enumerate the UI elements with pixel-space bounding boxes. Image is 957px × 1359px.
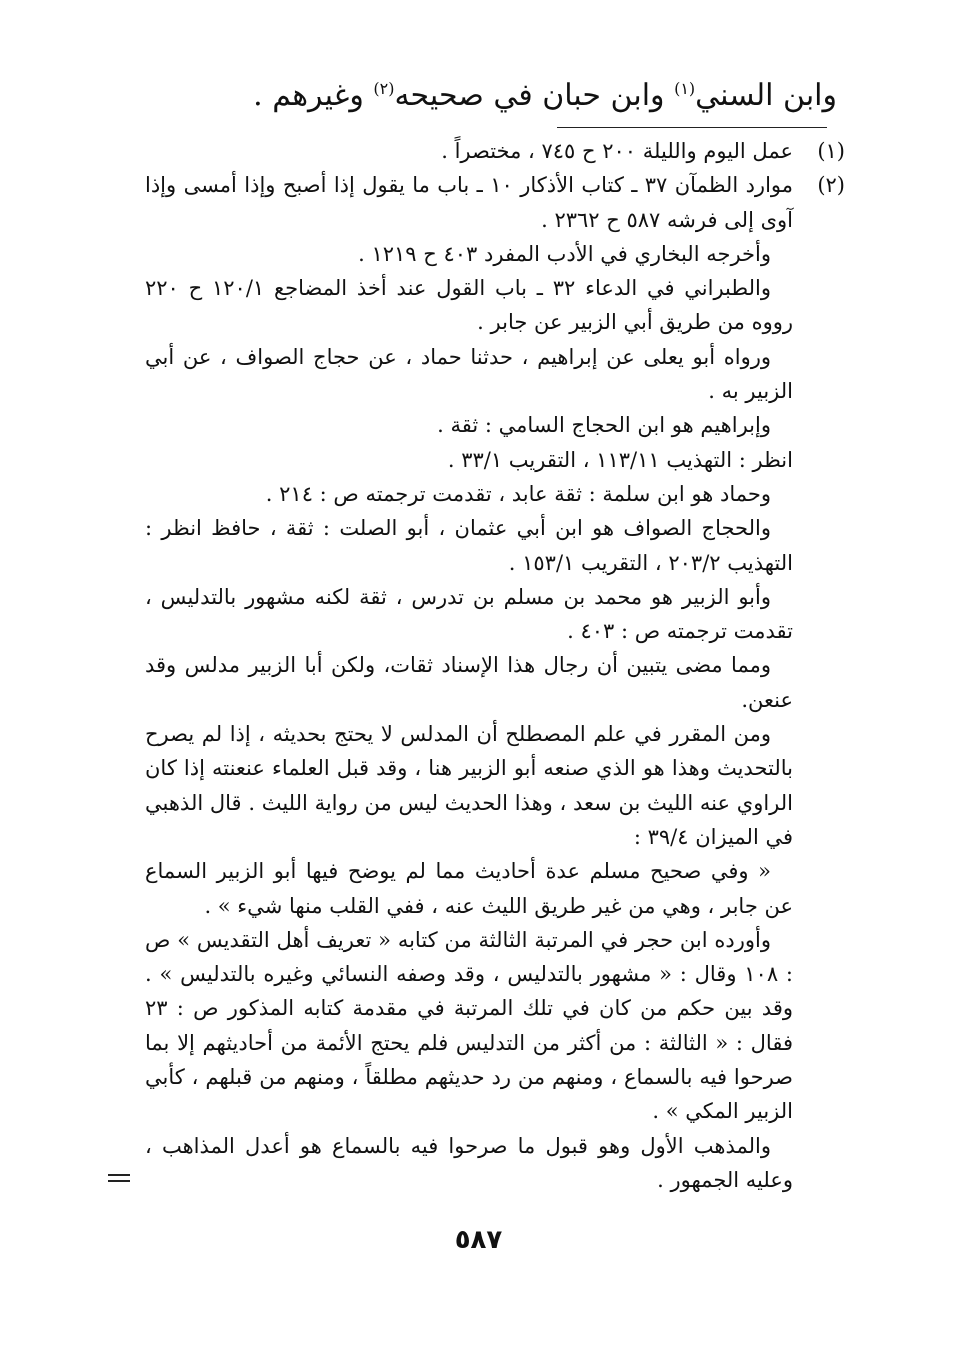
footnote-ref-2: (٢) [373, 79, 395, 98]
footnote-text: عمل اليوم والليلة ٢٠٠ ح ٧٤٥ ، مختصراً . [441, 139, 793, 163]
paragraph: وأخرجه البخاري في الأدب المفرد ٤٠٣ ح ١٢١٩ . [358, 241, 771, 266]
paragraph: وإبراهيم هو ابن الحجاج السامي : ثقة . [437, 413, 771, 438]
paragraph: والطبراني في الدعاء ٣٢ ـ باب القول عند أخذ المضاجع ١٢٠/١ ح ٢٢٠ رووه من طريق أبي الزبير عن جابر . [145, 276, 793, 335]
paragraph: ومما مضى يتبين أن رجال هذا الإسناد ثقات، ولكن أبا الزبير مدلس وقد عنعن. [145, 653, 793, 712]
quote-paragraph: « وفي صحيح مسلم عدة أحاديث مما لم يوضح فيها أبو الزبير السماع عن جابر ، وهي من غير طريق الليث عنه ، ففي القلب منها شيء » . [145, 859, 793, 918]
paragraph: انظر : التهذيب ١١٣/١١ ، التقريب ٣٣/١ . [447, 447, 793, 472]
paragraph: ومن المقرر في علم المصطلح أن المدلس لا يحتج بحديثه ، إذا لم يصرح بالتحديث وهذا هو الذي صنعه أبو الزبير هنا ، وقد قبل العلماء عنعنته إذا كان الراوي عنه الليث بن سعد ، وهذا الحديث ليس من رواية الليث . قال الذهبي في الميزان ٣٩/٤ : [145, 722, 793, 849]
paragraph: وحماد هو ابن سلمة : ثقة عابد ، تقدمت ترجمته ص : ٢١٤ . [265, 481, 771, 506]
paragraph: وأورده ابن حجر في المرتبة الثالثة من كتابه « تعريف أهل التقديس » ص : ١٠٨ وقال : « مشهور بالتدليس ، وقد وصفه النسائي وغيره بالتدليس » . وقد بين حكم من كان في تلك المرتبة في مقدمة كتابه المذكور ص : ٢٣ فقال : « الثالثة : من أكثر من التدليس فلم يحتج الأئمة من أحاديثهم إلا بما صرحوا فيه بالسماع ، ومنهم من رد حديثهم مطلقاً ، ومنهم من قبلهم ، كأبي الزبير المكي » . [145, 927, 793, 1124]
continuation-mark [108, 1172, 130, 1182]
footnote-ref-1: (١) [674, 79, 696, 98]
footnote-separator [557, 127, 827, 128]
main-text-line [117, 74, 837, 118]
footnote-number: (١) [817, 139, 845, 163]
footnote-2 [145, 168, 845, 237]
footnotes-block [145, 134, 845, 1197]
main-text-part-2: وابن حبان في صحيحه [394, 78, 675, 113]
footnote-1 [145, 134, 845, 168]
main-text-part-3: وغيرهم . [253, 78, 374, 113]
paragraph: ورواه أبو يعلى عن إبراهيم ، حدثنا حماد ، عن حجاج الصواف ، عن أبي الزبير به . [145, 344, 793, 404]
page-number: ٥٨٧ [454, 1225, 503, 1255]
footnote-text: موارد الظمآن ٣٧ ـ كتاب الأذكار ١٠ ـ باب ما يقول إذا أصبح وإذا أمسى وإذا آوى إلى فرشه ٥٨٧ ح ٢٣٦٢ . [145, 173, 793, 232]
paragraph: وأبو الزبير هو محمد بن مسلم بن تدرس ، ثقة لكنه مشهور بالتدليس ، تقدمت ترجمته ص : ٤٠٣ . [145, 584, 793, 644]
main-text-part-1: وابن السني [695, 78, 837, 113]
paragraph: والحجاج الصواف هو ابن أبي عثمان ، أبو الصلت : ثقة ، حافظ انظر : التهذيب ٢٠٣/٢ ، التقريب ١٥٣/١ . [145, 516, 793, 575]
footnote-number: (٢) [817, 173, 845, 198]
paragraph: والمذهب الأول وهو قبول ما صرحوا فيه بالسماع هو أعدل المذاهب ، وعليه الجمهور . [145, 1133, 793, 1192]
